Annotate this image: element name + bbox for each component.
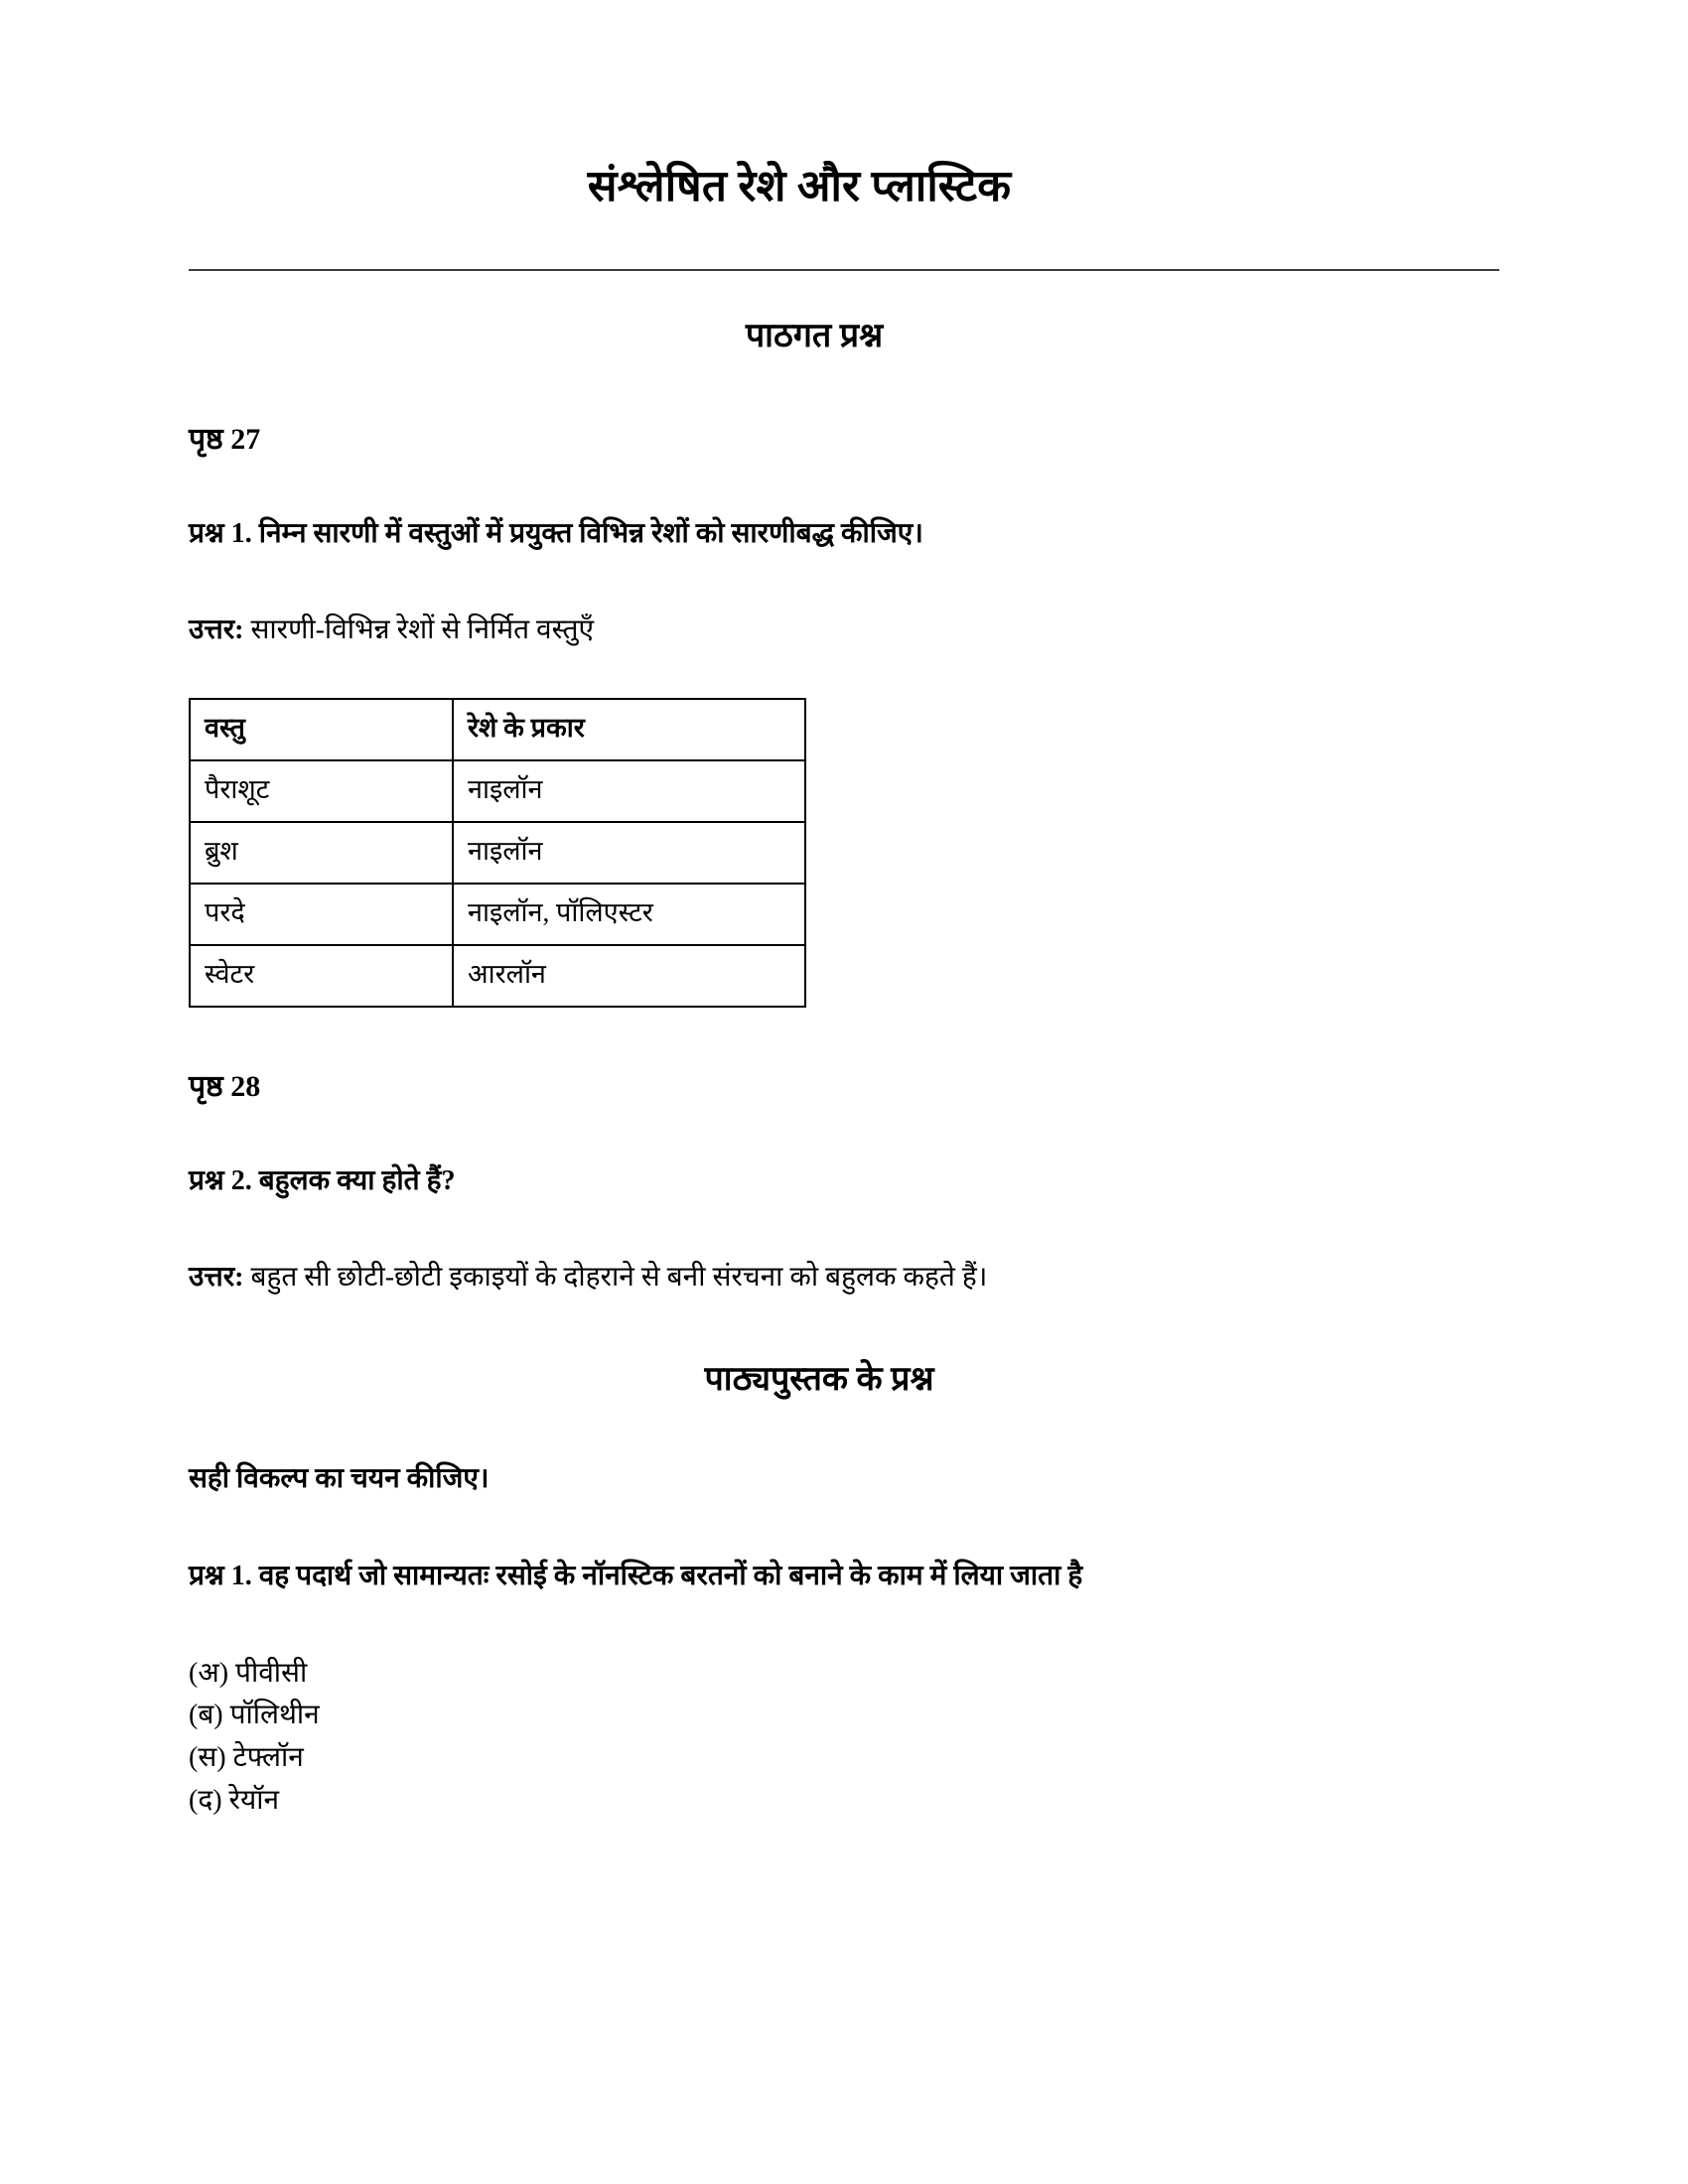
section-heading-textbook-questions: पाठ्यपुस्तक के प्रश्न bbox=[704, 1360, 934, 1398]
table-cell-fibre-type: नाइलॉन, पॉलिएस्टर bbox=[453, 884, 805, 945]
table-row bbox=[190, 884, 805, 945]
mcq-instruction: सही विकल्प का चयन कीजिए। bbox=[189, 1462, 490, 1494]
intext-question-2: प्रश्न 2. बहुलक क्या होते हैं? bbox=[189, 1165, 456, 1197]
intext-answer-1 bbox=[189, 611, 1499, 651]
textbook-question-1: प्रश्न 1. वह पदार्थ जो सामान्यतः रसोई के नॉनस्टिक बरतनों को बनाने के काम में लिया जाता है bbox=[189, 1561, 1083, 1592]
intext-answer-2 bbox=[189, 1258, 1499, 1298]
page-content bbox=[189, 0, 1499, 1822]
mcq-options-list bbox=[189, 1653, 1499, 1822]
table-header-row bbox=[190, 699, 805, 760]
table-row bbox=[190, 945, 805, 1007]
table-cell-object: स्वेटर bbox=[190, 945, 453, 1007]
table-cell-fibre-type: नाइलॉन bbox=[453, 760, 805, 822]
answer-text: सारणी-विभिन्न रेशों से निर्मित वस्तुएँ bbox=[243, 614, 594, 645]
answer-text: बहुत सी छोटी-छोटी इकाइयों के दोहराने से बनी संरचना को बहुलक कहते हैं। bbox=[243, 1261, 988, 1293]
table-header-object: वस्तु bbox=[190, 699, 453, 760]
section-heading-intext-questions: पाठगत प्रश्न bbox=[745, 318, 884, 354]
table-cell-object: पैराशूट bbox=[190, 760, 453, 822]
page-title: संश्लेषित रेशे और प्लास्टिक bbox=[587, 162, 1012, 210]
table-cell-object: परदे bbox=[190, 884, 453, 945]
title-divider bbox=[189, 269, 1499, 271]
mcq-option-c[interactable]: (स) टेफ्लॉन bbox=[189, 1742, 304, 1774]
table-cell-object: ब्रुश bbox=[190, 822, 453, 884]
table-header-fibre-type: रेशे के प्रकार bbox=[453, 699, 805, 760]
page-label-27: पृष्ठ 27 bbox=[189, 423, 261, 457]
page-label-28: पृष्ठ 28 bbox=[189, 1070, 261, 1104]
table-cell-fibre-type: नाइलॉन bbox=[453, 822, 805, 884]
table-cell-fibre-type: आरलॉन bbox=[453, 945, 805, 1007]
table-row bbox=[190, 760, 805, 822]
answer-label: उत्तर: bbox=[189, 1261, 244, 1293]
fibre-types-table bbox=[189, 698, 806, 1008]
mcq-option-b[interactable]: (ब) पॉलिथीन bbox=[189, 1700, 320, 1731]
mcq-option-d[interactable]: (द) रेयॉन bbox=[189, 1784, 280, 1816]
mcq-option-a[interactable]: (अ) पीवीसी bbox=[189, 1657, 308, 1689]
answer-label: उत्तर: bbox=[189, 614, 244, 645]
intext-question-1: प्रश्न 1. निम्न सारणी में वस्तुओं में प्रयुक्त विभिन्न रेशों को सारणीबद्ध कीजिए। bbox=[189, 518, 923, 550]
table-row bbox=[190, 822, 805, 884]
